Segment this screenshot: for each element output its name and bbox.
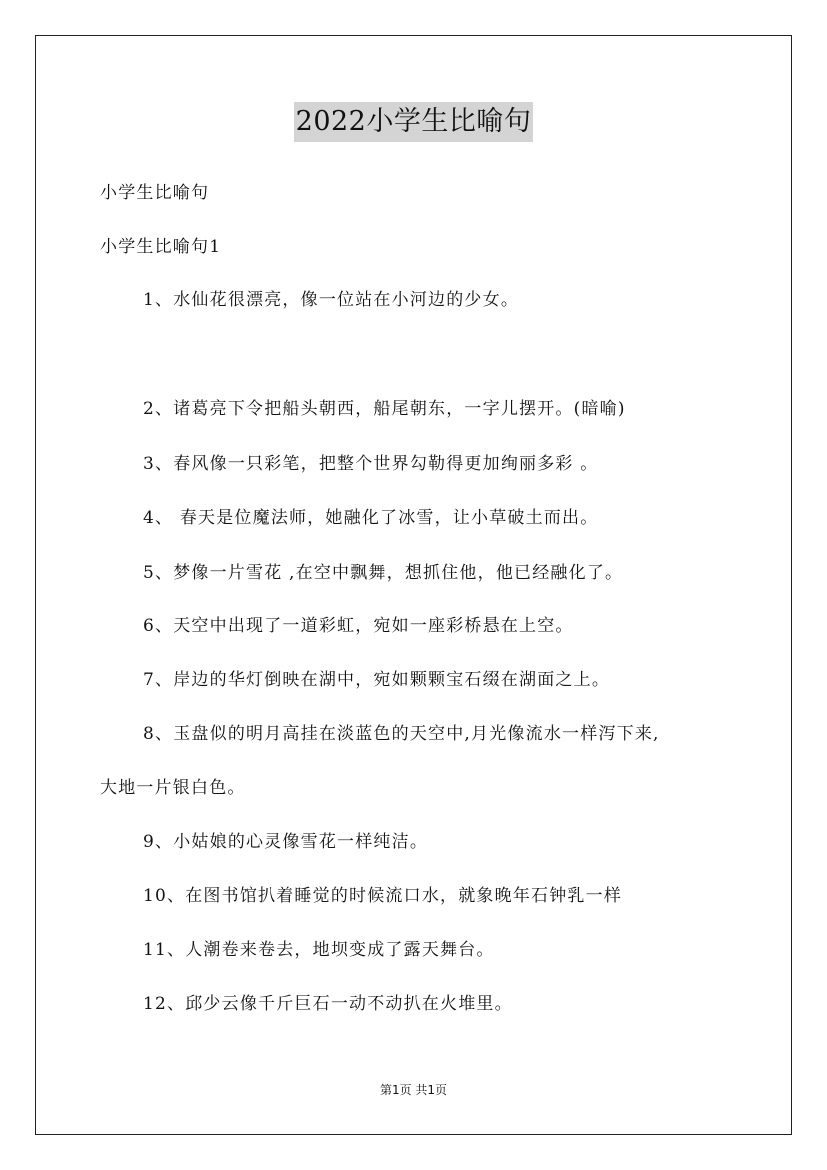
sentence-10: 10、在图书馆扒着睡觉的时候流口水，就象晚年石钟乳一样 [143, 886, 623, 906]
page-footer: 第1页 共1页 [379, 1083, 448, 1097]
sentence-9: 9、小姑娘的心灵像雪花一样纯洁。 [143, 832, 429, 852]
sentence-4: 4、 春天是位魔法师，她融化了冰雪，让小草破土而出。 [143, 508, 599, 528]
title-container [0, 102, 827, 142]
sentence-8-continuation: 大地一片银白色。 [100, 778, 246, 798]
sentence-12: 12、邱少云像千斤巨石一动不动扒在火堆里。 [143, 994, 513, 1014]
sentence-11: 11、人潮卷来卷去，地坝变成了露天舞台。 [143, 940, 495, 960]
document-title: 2022小学生比喻句 [294, 102, 534, 142]
sentence-7: 7、岸边的华灯倒映在湖中，宛如颗颗宝石缀在湖面之上。 [143, 670, 611, 690]
subsection-heading: 小学生比喻句1 [100, 237, 222, 257]
sentence-2: 2、诸葛亮下令把船头朝西，船尾朝东，一字儿摆开。(暗喻) [143, 399, 626, 419]
sentence-3: 3、春风像一只彩笔，把整个世界勾勒得更加绚丽多彩 。 [143, 454, 599, 474]
sentence-8: 8、玉盘似的明月高挂在淡蓝色的天空中,月光像流水一样泻下来, [143, 724, 660, 744]
section-heading: 小学生比喻句 [100, 183, 210, 203]
sentence-5: 5、梦像一片雪花 ,在空中飘舞，想抓住他，他已经融化了。 [143, 563, 624, 583]
sentence-6: 6、天空中出现了一道彩虹，宛如一座彩桥悬在上空。 [143, 616, 574, 636]
sentence-1: 1、水仙花很漂亮，像一位站在小河边的少女。 [143, 290, 520, 310]
